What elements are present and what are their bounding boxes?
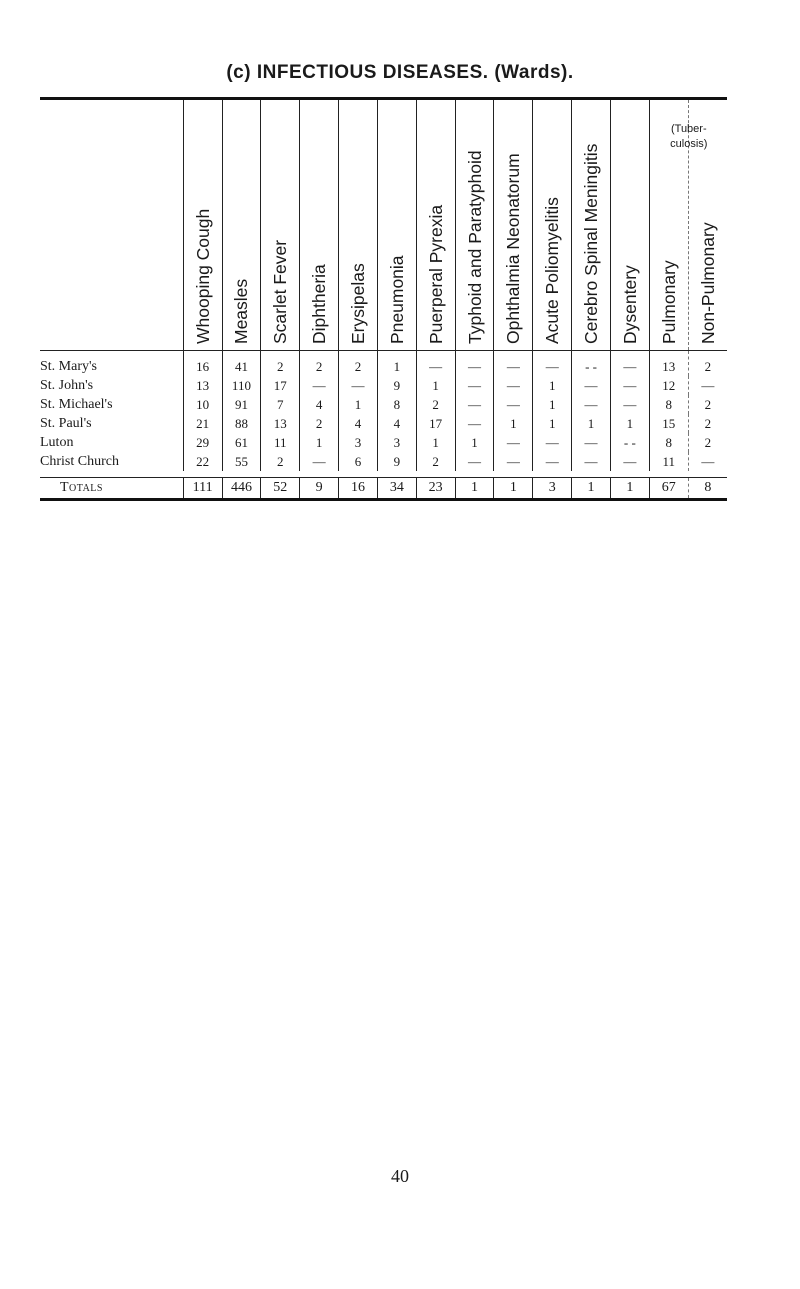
ward-name: St. Michael's	[40, 396, 113, 412]
cell-diphtheria: 2	[300, 414, 339, 433]
cell-dysentery: —	[610, 376, 649, 395]
col-header-measles: Measles	[222, 100, 261, 351]
table-row	[40, 433, 727, 452]
cell-puerperal-pyrexia: —	[416, 351, 455, 377]
col-header-pneumonia: Pneumonia	[377, 100, 416, 351]
cell-puerperal-pyrexia: 2	[416, 395, 455, 414]
cell-whooping-cough: 13	[183, 376, 222, 395]
col-header-scarlet-fever: Scarlet Fever	[261, 100, 300, 351]
cell-typhoid-paratyphoid: —	[455, 351, 494, 377]
cell-puerperal-pyrexia: 1	[416, 433, 455, 452]
cell-measles: 61	[222, 433, 261, 452]
col-header-non-pulmonary: Non-Pulmonary	[688, 100, 727, 351]
cell-erysipelas: 4	[339, 414, 378, 433]
total-puerperal-pyrexia: 23	[416, 478, 455, 500]
cell-erysipelas: 1	[339, 395, 378, 414]
col-header-pulmonary: (Tuber- culosis) Pulmonary	[649, 100, 688, 351]
cell-cerebro-spinal-meningitis: —	[572, 452, 611, 471]
cell-erysipelas: 6	[339, 452, 378, 471]
totals-label: Totals	[40, 478, 183, 500]
cell-typhoid-paratyphoid: —	[455, 414, 494, 433]
cell-typhoid-paratyphoid: 1	[455, 433, 494, 452]
col-header-acute-poliomyelitis: Acute Poliomyelitis	[533, 100, 572, 351]
cell-non-pulmonary: 2	[688, 395, 727, 414]
cell-non-pulmonary: 2	[688, 414, 727, 433]
total-cerebro-spinal-meningitis: 1	[572, 478, 611, 500]
cell-pulmonary: 13	[649, 351, 688, 377]
col-header-erysipelas: Erysipelas	[339, 100, 378, 351]
cell-ophthalmia-neonatorum: —	[494, 395, 533, 414]
header-row	[40, 100, 727, 351]
cell-scarlet-fever: 2	[261, 351, 300, 377]
cell-diphtheria: —	[300, 376, 339, 395]
cell-measles: 91	[222, 395, 261, 414]
page-title: (c) INFECTIOUS DISEASES. (Wards).	[226, 62, 574, 83]
ward-name: St. Paul's	[40, 415, 92, 431]
cell-scarlet-fever: 17	[261, 376, 300, 395]
totals-row	[40, 478, 727, 500]
cell-diphtheria: —	[300, 452, 339, 471]
cell-scarlet-fever: 11	[261, 433, 300, 452]
cell-dysentery: 1	[610, 414, 649, 433]
cell-non-pulmonary: —	[688, 452, 727, 471]
col-header-ophthalmia-neonatorum: Ophthalmia Neonatorum	[494, 100, 533, 351]
cell-acute-poliomyelitis: —	[533, 351, 572, 377]
total-scarlet-fever: 52	[261, 478, 300, 500]
cell-cerebro-spinal-meningitis: 1	[572, 414, 611, 433]
cell-dysentery: —	[610, 351, 649, 377]
cell-acute-poliomyelitis: —	[533, 433, 572, 452]
cell-erysipelas: 2	[339, 351, 378, 377]
cell-pulmonary: 8	[649, 395, 688, 414]
ward-name: Luton	[40, 434, 74, 450]
table-row	[40, 414, 727, 433]
cell-non-pulmonary: —	[688, 376, 727, 395]
cell-scarlet-fever: 2	[261, 452, 300, 471]
col-header-dysentery: Dysentery	[610, 100, 649, 351]
cell-dysentery: —	[610, 395, 649, 414]
total-diphtheria: 9	[300, 478, 339, 500]
col-header-puerperal-pyrexia: Puerperal Pyrexia	[416, 100, 455, 351]
cell-pulmonary: 11	[649, 452, 688, 471]
cell-pneumonia: 4	[377, 414, 416, 433]
total-dysentery: 1	[610, 478, 649, 500]
cell-acute-poliomyelitis: 1	[533, 414, 572, 433]
cell-ophthalmia-neonatorum: —	[494, 433, 533, 452]
cell-typhoid-paratyphoid: —	[455, 376, 494, 395]
cell-diphtheria: 1	[300, 433, 339, 452]
cell-pulmonary: 12	[649, 376, 688, 395]
ward-name: Christ Church	[40, 453, 119, 469]
cell-pulmonary: 8	[649, 433, 688, 452]
cell-ophthalmia-neonatorum: —	[494, 376, 533, 395]
table-row	[40, 452, 727, 471]
cell-whooping-cough: 16	[183, 351, 222, 377]
col-header-cerebro-spinal-meningitis: Cerebro Spinal Meningitis	[572, 100, 611, 351]
cell-erysipelas: 3	[339, 433, 378, 452]
ward-name: St. Mary's	[40, 358, 97, 374]
cell-non-pulmonary: 2	[688, 433, 727, 452]
cell-pulmonary: 15	[649, 414, 688, 433]
cell-acute-poliomyelitis: —	[533, 452, 572, 471]
cell-pneumonia: 9	[377, 376, 416, 395]
total-whooping-cough: 111	[183, 478, 222, 500]
cell-scarlet-fever: 13	[261, 414, 300, 433]
cell-cerebro-spinal-meningitis: —	[572, 376, 611, 395]
cell-cerebro-spinal-meningitis: —	[572, 395, 611, 414]
cell-cerebro-spinal-meningitis: - -	[572, 351, 611, 377]
cell-diphtheria: 4	[300, 395, 339, 414]
cell-whooping-cough: 21	[183, 414, 222, 433]
cell-dysentery: - -	[610, 433, 649, 452]
cell-puerperal-pyrexia: 17	[416, 414, 455, 433]
table-body	[40, 351, 727, 500]
cell-typhoid-paratyphoid: —	[455, 452, 494, 471]
table-row	[40, 395, 727, 414]
ward-header-blank	[40, 100, 183, 351]
cell-diphtheria: 2	[300, 351, 339, 377]
cell-whooping-cough: 22	[183, 452, 222, 471]
total-acute-poliomyelitis: 3	[533, 478, 572, 500]
total-non-pulmonary: 8	[688, 478, 727, 500]
page-number: 40	[391, 1166, 409, 1186]
total-typhoid-paratyphoid: 1	[455, 478, 494, 500]
table-row	[40, 376, 727, 395]
cell-pneumonia: 8	[377, 395, 416, 414]
cell-measles: 88	[222, 414, 261, 433]
cell-pneumonia: 1	[377, 351, 416, 377]
cell-pneumonia: 9	[377, 452, 416, 471]
cell-ophthalmia-neonatorum: —	[494, 351, 533, 377]
cell-erysipelas: —	[339, 376, 378, 395]
cell-puerperal-pyrexia: 1	[416, 376, 455, 395]
total-pneumonia: 34	[377, 478, 416, 500]
col-header-typhoid-paratyphoid: Typhoid and Paratyphoid	[455, 100, 494, 351]
cell-whooping-cough: 29	[183, 433, 222, 452]
cell-non-pulmonary: 2	[688, 351, 727, 377]
ward-name: St. John's	[40, 377, 94, 393]
cell-measles: 55	[222, 452, 261, 471]
col-header-diphtheria: Diphtheria	[300, 100, 339, 351]
table-row	[40, 351, 727, 377]
infectious-diseases-table-wrap	[40, 97, 727, 501]
cell-typhoid-paratyphoid: —	[455, 395, 494, 414]
cell-dysentery: —	[610, 452, 649, 471]
cell-measles: 41	[222, 351, 261, 377]
cell-scarlet-fever: 7	[261, 395, 300, 414]
total-erysipelas: 16	[339, 478, 378, 500]
cell-acute-poliomyelitis: 1	[533, 395, 572, 414]
total-measles: 446	[222, 478, 261, 500]
infectious-diseases-table	[40, 97, 727, 501]
tuberculosis-group-label: (Tuber- culosis)	[670, 123, 708, 150]
cell-measles: 110	[222, 376, 261, 395]
cell-whooping-cough: 10	[183, 395, 222, 414]
cell-puerperal-pyrexia: 2	[416, 452, 455, 471]
col-header-whooping-cough: Whooping Cough	[183, 100, 222, 351]
cell-acute-poliomyelitis: 1	[533, 376, 572, 395]
cell-ophthalmia-neonatorum: —	[494, 452, 533, 471]
cell-pneumonia: 3	[377, 433, 416, 452]
total-ophthalmia-neonatorum: 1	[494, 478, 533, 500]
cell-ophthalmia-neonatorum: 1	[494, 414, 533, 433]
cell-cerebro-spinal-meningitis: —	[572, 433, 611, 452]
total-pulmonary: 67	[649, 478, 688, 500]
